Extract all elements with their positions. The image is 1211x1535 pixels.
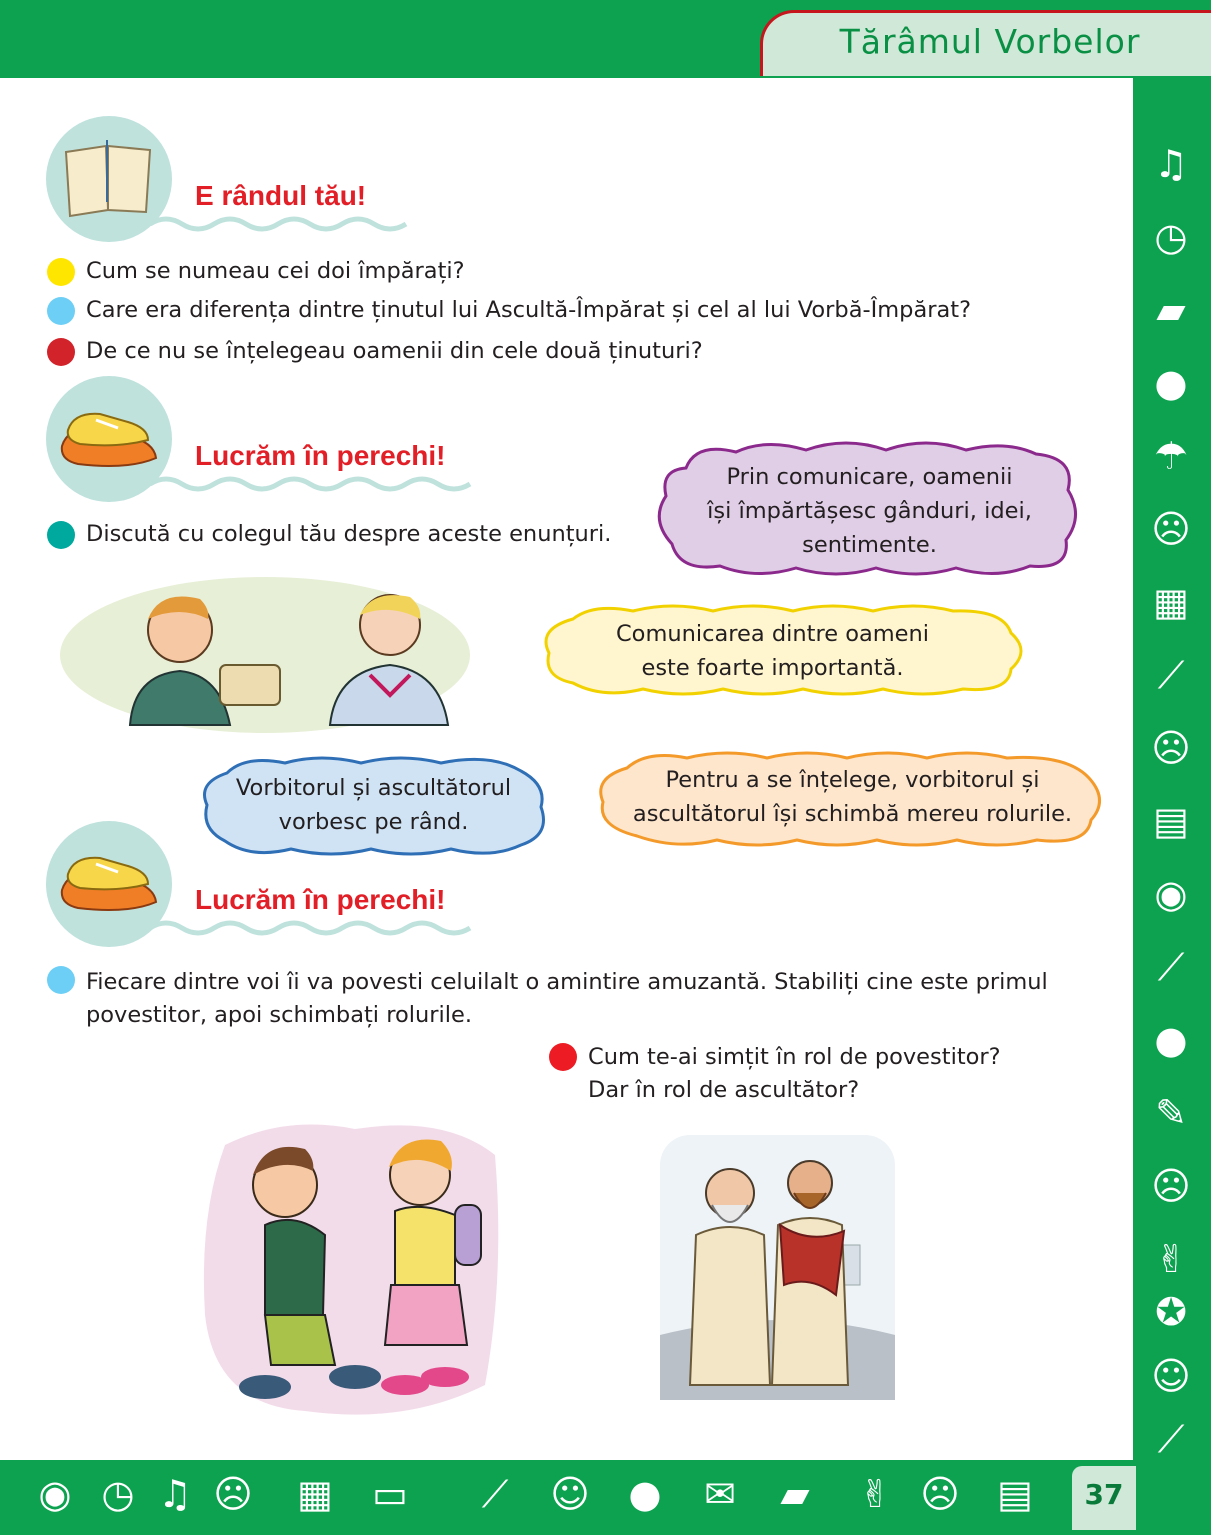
music-note-icon: ♫ (1153, 142, 1189, 186)
cloud-text-purple (672, 460, 1067, 562)
palette-icon: ◉ (38, 1472, 72, 1516)
apple-icon: ● (1154, 1018, 1188, 1062)
cloud-line: își împărtășesc gânduri, idei, (707, 498, 1032, 524)
apple-icon: ● (1154, 361, 1188, 405)
smiley-icon: ☺ (550, 1472, 590, 1516)
smiley-icon: ☺ (1151, 1354, 1191, 1398)
toothbrush-icon: ⟋ (481, 1471, 509, 1516)
toothbrush-icon: ⟋ (1157, 652, 1185, 697)
kids-walking-illustration (205, 1115, 505, 1420)
medal-icon: ✪ (1155, 1290, 1187, 1334)
cloud-line: Pentru a se înțelege, vorbitorul și (665, 767, 1040, 793)
clock-icon: ◷ (101, 1472, 135, 1516)
task-line: Fiecare dintre voi îi va povesti celuilalt o amintire amuzantă. Stabiliți cine este primul (86, 969, 1048, 995)
bullet-yellow (47, 258, 75, 286)
bullet-light-blue (47, 966, 75, 994)
task-discuss: Discută cu colegul tău despre aceste enunțuri. (86, 521, 612, 547)
clock-icon: ◷ (1154, 215, 1188, 259)
eraser-icon: ▰ (1156, 288, 1186, 332)
page-number: 37 (1084, 1478, 1124, 1511)
section-title-pairs-1: Lucrăm în perechi! (195, 440, 446, 471)
cloud-line: Vorbitorul și ascultătorul (235, 775, 512, 801)
section-title-your-turn: E rândul tău! (195, 180, 367, 211)
notebook-icon: ▤ (997, 1472, 1033, 1516)
question-1: Cum se numeau cei doi împărați? (86, 258, 465, 284)
apple-icon: ● (628, 1472, 662, 1516)
book-icon: ▭ (372, 1472, 408, 1516)
question-roles (588, 1041, 1001, 1107)
shower-icon: ☂ (1153, 434, 1189, 478)
question-3: De ce nu se înțelegeau oamenii din cele două ținuturi? (86, 338, 703, 364)
question-line: Dar în rol de ascultător? (588, 1077, 860, 1103)
sneakers-icon (58, 850, 162, 920)
bullet-red (549, 1043, 577, 1071)
pencil-icon: ✎ (1155, 1091, 1187, 1135)
task-story (86, 966, 1048, 1032)
task-line: povestitor, apoi schimbați rolurile. (86, 1002, 472, 1028)
cloud-line: Prin comunicare, oamenii (726, 464, 1013, 490)
cloud-text-orange (610, 763, 1095, 831)
kids-on-phone-illustration (60, 575, 470, 735)
wave-underline (150, 474, 485, 494)
victory-hand-icon: ✌ (859, 1472, 891, 1516)
victory-hand-icon: ✌ (1155, 1237, 1187, 1281)
bullet-blue (47, 297, 75, 325)
sad-face-icon: ☹ (1151, 507, 1191, 551)
sad-face-icon: ☹ (1151, 1164, 1191, 1208)
envelope-icon: ✉ (704, 1472, 736, 1516)
cloud-text-yellow (560, 617, 985, 685)
question-2: Care era diferența dintre ținutul lui Ascultă-Împărat și cel al lui Vorbă-Împărat? (86, 297, 972, 323)
music-note-icon: ♫ (157, 1472, 193, 1516)
cloud-text-blue (201, 771, 546, 839)
page-title: Tărâmul Vorbelor (839, 22, 1141, 61)
book-icon (60, 140, 156, 220)
sneakers-icon (58, 406, 162, 476)
palette-icon: ◉ (1154, 872, 1188, 916)
cloud-line: este foarte importantă. (641, 655, 904, 681)
calendar-icon: ▦ (297, 1472, 333, 1516)
flute-icon: ⟋ (1157, 944, 1185, 989)
angry-face-icon: ☹ (1151, 726, 1191, 770)
wave-underline (150, 918, 485, 938)
bullet-teal (47, 521, 75, 549)
eraser-icon: ▰ (780, 1472, 810, 1516)
bullet-red (47, 338, 75, 366)
cloud-line: sentimente. (802, 532, 937, 558)
notebook-icon: ▤ (1153, 799, 1189, 843)
section-title-pairs-2: Lucrăm în perechi! (195, 884, 446, 915)
sad-face-icon: ☹ (213, 1472, 253, 1516)
angry-face-icon: ☹ (920, 1472, 960, 1516)
cloud-line: Comunicarea dintre oameni (615, 621, 930, 647)
wave-underline (150, 214, 410, 234)
cloud-line: vorbesc pe rând. (278, 809, 469, 835)
calendar-icon: ▦ (1153, 580, 1189, 624)
brush-icon: ⟋ (1157, 1416, 1185, 1461)
question-line: Cum te-ai simțit în rol de povestitor? (588, 1044, 1001, 1070)
philosophers-illustration (660, 1135, 895, 1400)
cloud-line: ascultătorul își schimbă mereu rolurile. (632, 801, 1073, 827)
